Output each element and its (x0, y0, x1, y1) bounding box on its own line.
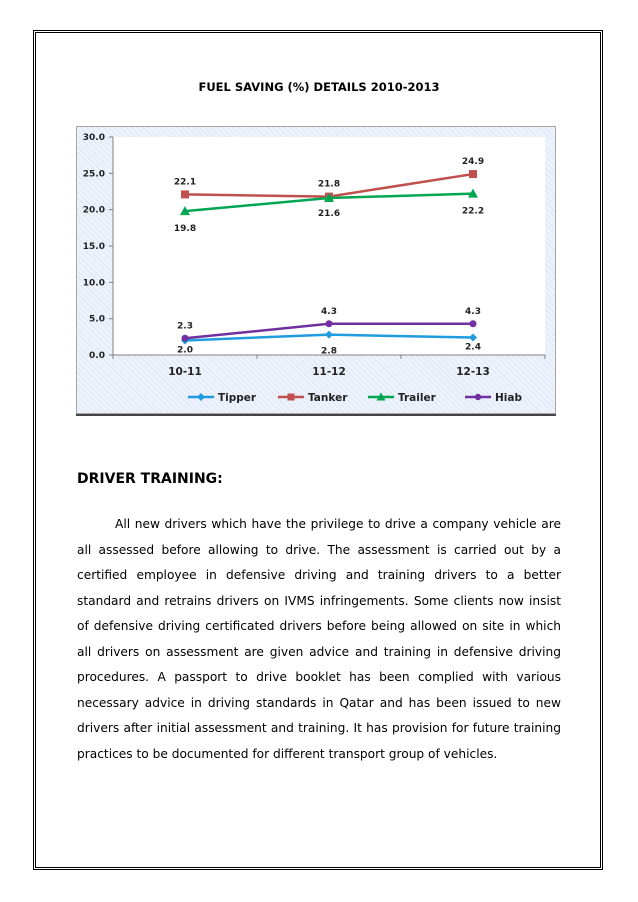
x-tick-label: 12-13 (456, 366, 490, 378)
y-tick-label: 10.0 (82, 278, 105, 289)
y-tick-label: 15.0 (82, 242, 105, 252)
legend-marker-hiab (475, 394, 481, 400)
x-tick-label: 11-12 (312, 366, 346, 378)
x-tick-label: 10-11 (168, 366, 202, 378)
body-paragraph: All new drivers which have the privilege to drive a company vehicle are all assessed before allowing to drive. The assessment is carried out by a certified employee in defensive driving and training drivers to a better standard and retrains drivers on IVMS infringements. Some clients now insist of defensive driving certificated drivers before being allowed on site in which all drivers on assessment are given advice and training in defensive driving procedures. A passport to drive booklet has been complied with various necessary advice in driving standards in Qatar and has been issued to new drivers after initial assessment and training. It has provision for future training practices to be documented for different transport group of vehicles. (77, 517, 561, 761)
data-point-hiab (470, 320, 477, 327)
data-label-tanker: 24.9 (461, 157, 485, 168)
y-tick-label: 25.0 (82, 169, 105, 180)
data-label-trailer: 21.6 (317, 209, 341, 220)
data-label-trailer: 22.2 (461, 206, 485, 217)
data-point-hiab (326, 320, 333, 327)
legend-label-tipper: Tipper (218, 392, 257, 404)
data-point-tanker (469, 170, 477, 178)
legend-marker-tipper (197, 393, 205, 401)
data-label-tanker: 22.1 (173, 177, 197, 188)
data-label-trailer: 19.8 (173, 224, 197, 235)
data-label-tanker: 21.8 (317, 179, 341, 190)
section-heading: DRIVER TRAINING: (77, 471, 223, 487)
y-tick-label: 0.0 (89, 351, 105, 361)
data-label-tipper: 2.8 (321, 346, 337, 357)
data-label-tipper: 2.4 (465, 342, 481, 353)
chart-title: FUEL SAVING (%) DETAILS 2010-2013 (198, 80, 440, 94)
data-point-tanker (181, 190, 189, 198)
y-tick-label: 20.0 (82, 205, 105, 216)
data-label-tipper: 2.0 (177, 345, 193, 356)
legend-label-trailer: Trailer (398, 392, 436, 404)
y-tick-label: 5.0 (89, 314, 105, 325)
data-label-hiab: 4.3 (321, 306, 337, 317)
legend-marker-tanker (288, 394, 295, 401)
y-tick-label: 30.0 (82, 133, 105, 143)
data-label-hiab: 2.3 (177, 321, 193, 332)
data-point-hiab (182, 335, 189, 342)
data-label-hiab: 4.3 (465, 306, 481, 317)
legend-label-tanker: Tanker (308, 392, 348, 404)
legend-label-hiab: Hiab (495, 392, 522, 404)
